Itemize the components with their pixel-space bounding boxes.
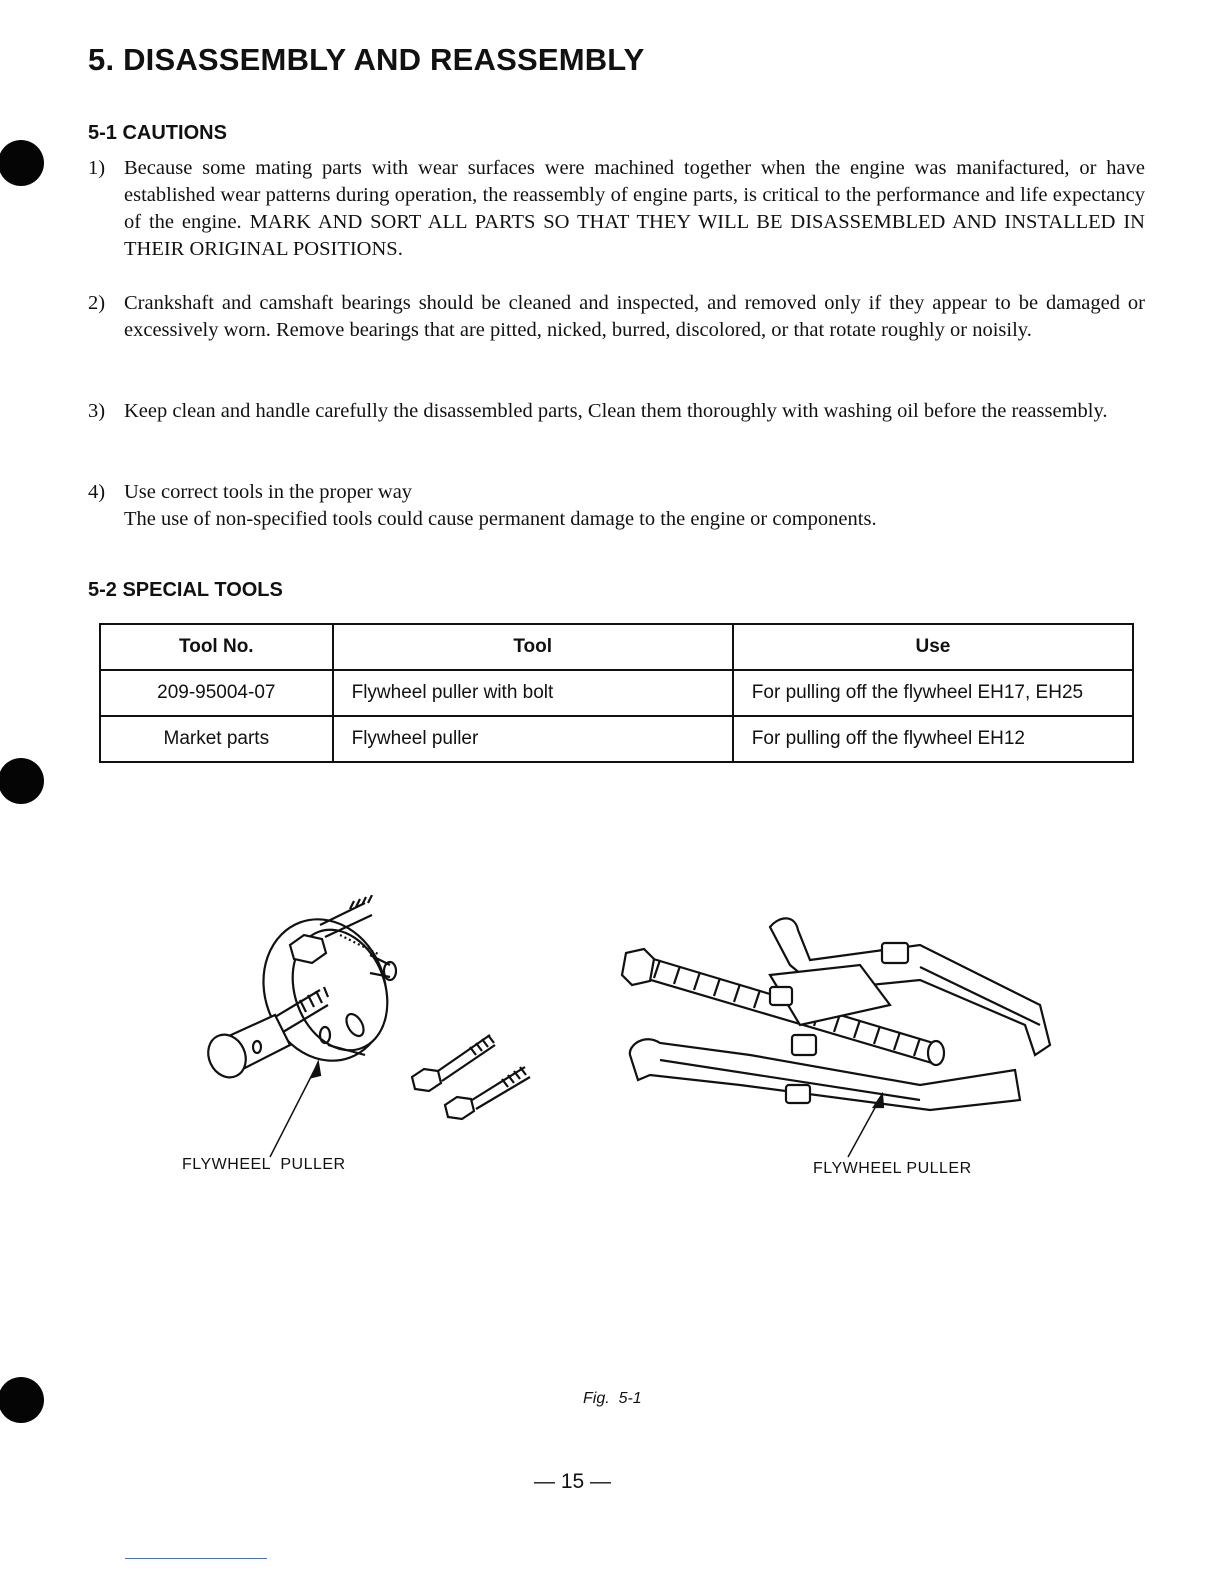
flywheel-puller-plate-illustration xyxy=(190,895,550,1165)
header-use: Use xyxy=(733,624,1133,670)
header-tool: Tool xyxy=(333,624,733,670)
item-text: Crankshaft and camshaft bearings should be cleaned and inspected, and removed only if they appear to be damaged or excessively worn. Remove bearings that are pitted, nicked, burred, discolored, or that rotate roughly or noisily. xyxy=(124,292,1145,341)
cell-tool: Flywheel puller with bolt xyxy=(333,670,733,716)
caution-item-2 xyxy=(88,290,1145,344)
cell-use: For pulling off the flywheel EH17, EH25 xyxy=(733,670,1133,716)
page-title: 5. DISASSEMBLY AND REASSEMBLY xyxy=(88,42,645,77)
caution-item-1 xyxy=(88,155,1145,263)
section-heading-cautions: 5-1 CAUTIONS xyxy=(88,122,227,144)
table-header-row xyxy=(100,624,1133,670)
cell-use: For pulling off the flywheel EH12 xyxy=(733,716,1133,762)
item-text-line1: Use correct tools in the proper way xyxy=(124,481,413,503)
binder-hole-bottom xyxy=(0,1377,44,1423)
item-number: 3) xyxy=(88,400,106,422)
binder-hole-top xyxy=(0,140,44,186)
three-jaw-puller-illustration xyxy=(620,905,1070,1175)
table-row xyxy=(100,716,1133,762)
right-figure-label: FLYWHEEL PULLER xyxy=(813,1160,972,1177)
header-tool-no: Tool No. xyxy=(100,624,333,670)
figure-caption: Fig. 5-1 xyxy=(583,1390,642,1407)
special-tools-table xyxy=(99,623,1134,763)
binder-hole-middle xyxy=(0,758,44,804)
left-figure-label: FLYWHEEL PULLER xyxy=(182,1156,346,1173)
item-number: 1) xyxy=(88,157,106,179)
item-text-line2: The use of non-specified tools could cause permanent damage to the engine or components. xyxy=(124,508,877,530)
cell-tool: Flywheel puller xyxy=(333,716,733,762)
page-number: — 15 — xyxy=(533,1470,612,1493)
item-text: Keep clean and handle carefully the disassembled parts, Clean them thoroughly with washing oil before the reassembly. xyxy=(124,400,1108,422)
item-number: 2) xyxy=(88,292,106,314)
section-heading-special-tools: 5-2 SPECIAL TOOLS xyxy=(88,579,283,601)
cell-tool-no: 209-95004-07 xyxy=(100,670,333,716)
caution-item-3 xyxy=(88,398,1145,425)
item-text: Because some mating parts with wear surfaces were machined together when the engine was manifactured, or have established wear patterns during operation, the reassembly of engine parts, is critical to the performance and life expectancy of the engine. MARK AND SORT ALL PARTS SO THAT THEY WILL BE DISASSEMBLED AND INSTALLED IN THEIR ORIGINAL POSITIONS. xyxy=(124,157,1145,260)
item-number: 4) xyxy=(88,481,106,503)
table-row xyxy=(100,670,1133,716)
caution-item-4 xyxy=(88,479,1145,533)
footer-rule xyxy=(125,1558,267,1559)
cell-tool-no: Market parts xyxy=(100,716,333,762)
